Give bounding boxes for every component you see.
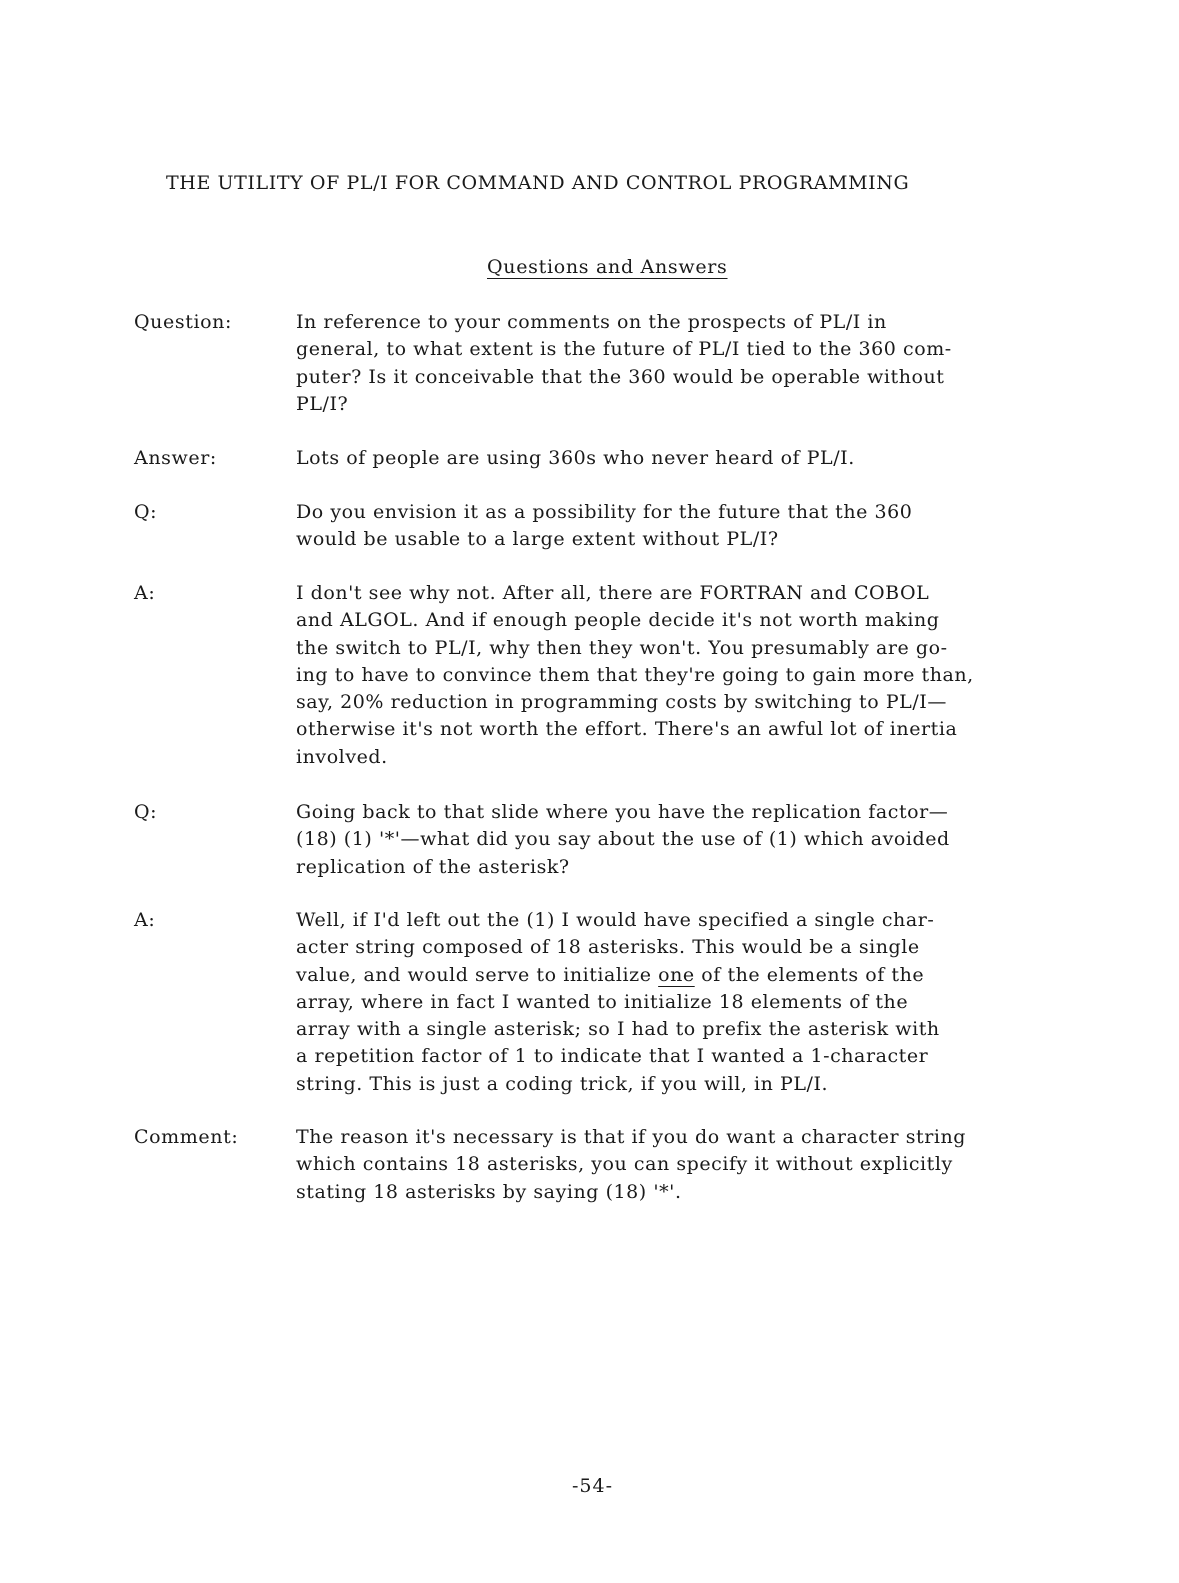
text-line: Well, if I'd left out the (1) I would have specified a single char-	[296, 909, 935, 931]
qa-text	[296, 580, 974, 771]
text-line: involved.	[296, 745, 388, 768]
text-line: (18) (1) '*'—what did you say about the use of (1) which avoided	[296, 828, 950, 851]
qa-text	[296, 499, 912, 554]
text-line: I don't see why not. After all, there are FORTRAN and COBOL	[296, 582, 930, 604]
text-line: Lots of people are using 360s who never heard of PL/I.	[296, 447, 855, 469]
emphasized-word: one	[658, 963, 695, 986]
text-line: Do you envision it as a possibility for the future that the 360	[296, 501, 913, 523]
text-line: replication of the asterisk?	[296, 855, 570, 878]
qa-label: Question:	[134, 311, 232, 333]
text-line: array, where in fact I wanted to initialize 18 elements of the	[296, 990, 909, 1013]
text-line: Going back to that slide where you have the replication factor—	[296, 801, 949, 823]
section-heading: Questions and Answers	[487, 256, 728, 278]
qa-text	[296, 907, 940, 1098]
text-line: which contains 18 asterisks, you can specify it without explicitly	[296, 1153, 953, 1176]
text-line: In reference to your comments on the prospects of PL/I in	[296, 311, 887, 333]
qa-label: A:	[134, 582, 156, 604]
qa-label: Q:	[134, 501, 158, 523]
text-line: and ALGOL. And if enough people decide it's not worth making	[296, 609, 940, 632]
text-line: general, to what extent is the future of PL/I tied to the 360 com-	[296, 338, 952, 361]
text-fragment: value, and would serve to initialize	[296, 963, 659, 986]
text-line: otherwise it's not worth the effort. There's an awful lot of inertia	[296, 718, 958, 741]
qa-label: Answer:	[134, 447, 217, 469]
qa-text	[296, 445, 855, 472]
qa-text	[296, 309, 952, 418]
text-line: acter string composed of 18 asterisks. This would be a single	[296, 936, 920, 959]
qa-text	[296, 799, 950, 881]
text-line: the switch to PL/I, why then they won't. You presumably are go-	[296, 636, 948, 659]
text-line: PL/I?	[296, 392, 349, 415]
text-fragment: of the elements of the	[694, 963, 925, 986]
text-line	[296, 962, 940, 989]
text-line: a repetition factor of 1 to indicate that I wanted a 1-character	[296, 1045, 929, 1068]
text-line: stating 18 asterisks by saying (18) '*'.	[296, 1180, 682, 1203]
qa-label: A:	[134, 909, 156, 931]
text-line: would be usable to a large extent without PL/I?	[296, 528, 779, 551]
text-line: string. This is just a coding trick, if you will, in PL/I.	[296, 1072, 829, 1095]
text-line: puter? Is it conceivable that the 360 would be operable without	[296, 365, 945, 388]
page-title: THE UTILITY OF PL/I FOR COMMAND AND CONTROL PROGRAMMING	[166, 172, 910, 194]
qa-text	[296, 1124, 966, 1206]
page-number: -54-	[572, 1475, 614, 1497]
text-line: ing to have to convince them that they're going to gain more than,	[296, 663, 974, 686]
text-line: The reason it's necessary is that if you do want a character string	[296, 1126, 966, 1148]
text-line: say, 20% reduction in programming costs by switching to PL/I—	[296, 691, 947, 714]
qa-label: Q:	[134, 801, 158, 823]
qa-label: Comment:	[134, 1126, 239, 1148]
text-line: array with a single asterisk; so I had to prefix the asterisk with	[296, 1018, 940, 1041]
